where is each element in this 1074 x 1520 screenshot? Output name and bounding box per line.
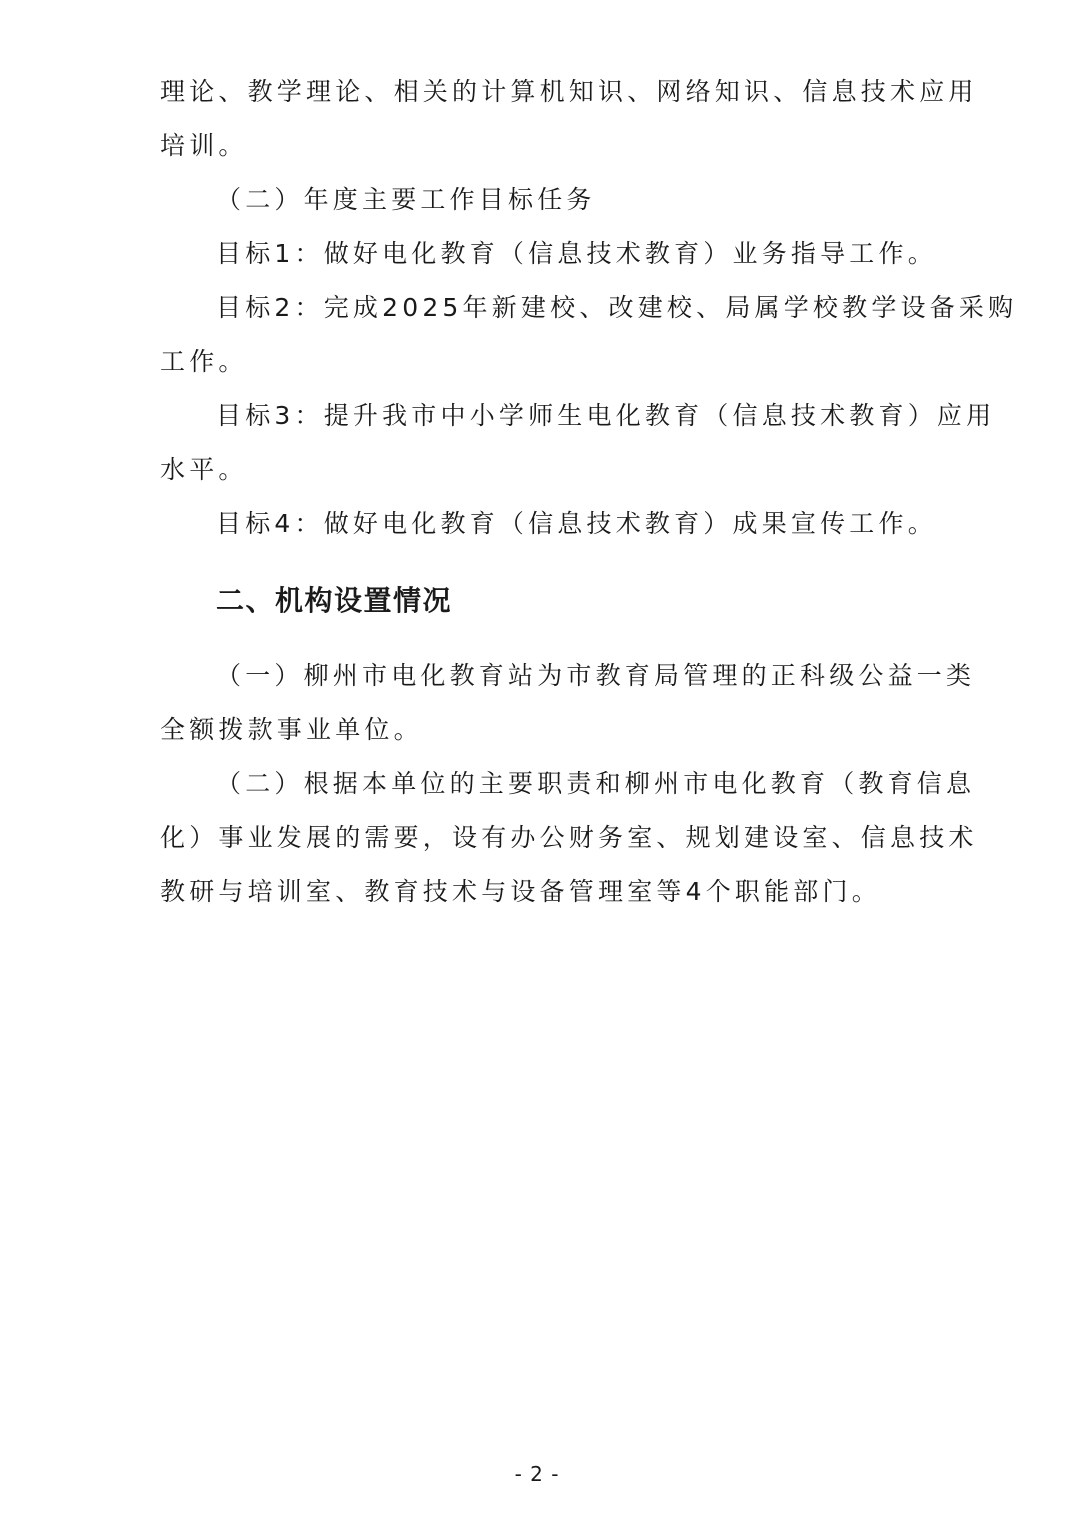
paragraph-line: 理论、教学理论、相关的计算机知识、网络知识、信息技术应用 [160,77,978,106]
item-2-line-2: 化）事业发展的需要，设有办公财务室、规划建设室、信息技术 [160,823,978,852]
item-2-line-3: 教研与培训室、教育技术与设备管理室等4个职能部门。 [160,877,881,906]
goal-3-line-1: 目标3：提升我市中小学师生电化教育（信息技术教育）应用 [216,401,996,430]
paragraph-line: 培训。 [160,131,248,160]
subsection-heading: （二）年度主要工作目标任务 [216,185,596,214]
goal-1: 目标1：做好电化教育（信息技术教育）业务指导工作。 [216,239,937,268]
goal-4: 目标4：做好电化教育（信息技术教育）成果宣传工作。 [216,509,937,538]
item-2-line-1: （二）根据本单位的主要职责和柳州市电化教育（教育信息 [216,769,976,798]
goal-2-line-1: 目标2：完成2025年新建校、改建校、局属学校教学设备采购 [216,293,1018,322]
goal-2-line-2: 工作。 [160,347,248,376]
section-heading: 二、机构设置情况 [216,584,453,617]
goal-3-line-2: 水平。 [160,455,248,484]
item-1-line-1: （一）柳州市电化教育站为市教育局管理的正科级公益一类 [216,661,976,690]
item-1-line-2: 全额拨款事业单位。 [160,715,423,744]
page-number: - 2 - [514,1462,560,1486]
